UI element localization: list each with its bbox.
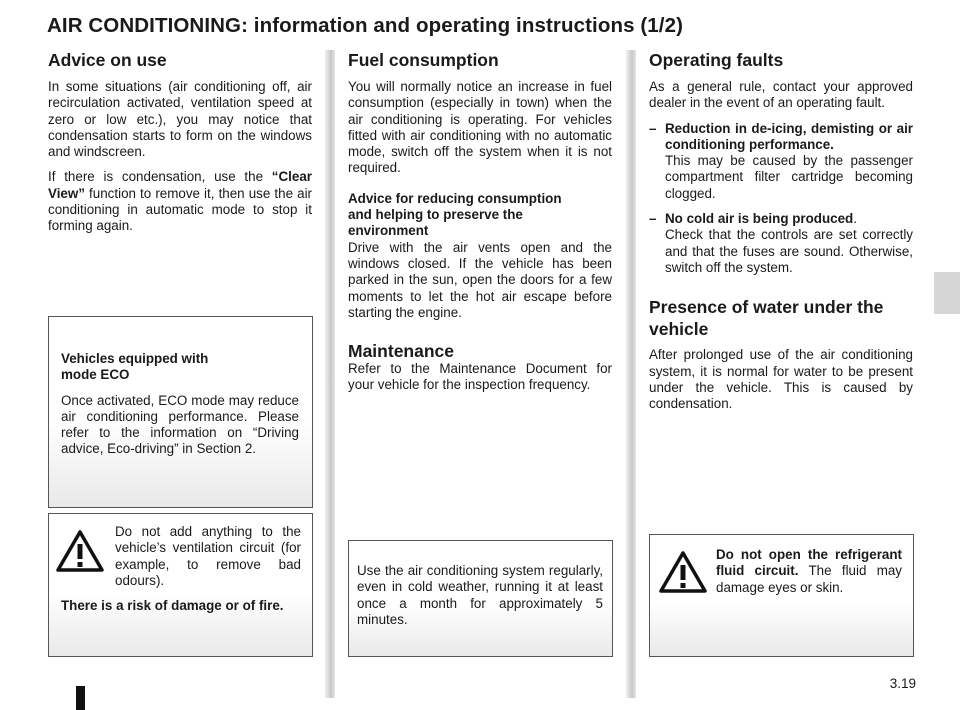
maintenance-text: Refer to the Maintenance Document for your vehicle for the inspection frequency. <box>348 361 612 393</box>
usage-box <box>348 540 613 657</box>
refrigerant-warning-box <box>649 534 914 657</box>
section-tab-marker <box>934 272 960 314</box>
advice-section <box>48 50 312 244</box>
water-heading: Presence of water under the vehicle <box>649 297 884 340</box>
clear-view-label: “Clear View” <box>48 169 312 201</box>
fault-2-text: Check that the controls are set correctly and that the fuses are sound. Otherwise, switch off the system. <box>665 227 913 275</box>
page-number: 3.19 <box>889 676 916 691</box>
fault-item-2: – No cold air is being produced. Check that the controls are set correctly and that the fuses are sound. Otherwise, switch off the system. <box>649 211 913 275</box>
faults-section <box>649 50 913 421</box>
fault-2-title: No cold air is being produced <box>665 211 854 227</box>
advice-heading: Advice on use <box>48 50 167 70</box>
warning-triangle-icon <box>55 528 105 574</box>
warning-triangle-icon <box>658 549 708 595</box>
vent-warning-box <box>48 513 313 657</box>
page-title: AIR CONDITIONING: information and operating instructions (1/2) <box>47 14 684 37</box>
advice-p2-start: If there is condensation, use the <box>48 169 272 185</box>
fuel-paragraph-1: You will normally notice an increase in fuel consumption (especially in town) when the air conditioning is operating. For vehicles fitted with air conditioning with no automatic mode, switch off the system when it is not required. <box>348 79 612 176</box>
refrigerant-warning-bold: Do not open the refrigerant fluid circuit. <box>716 547 902 579</box>
vent-warning-bold: There is a risk of damage or of fire. <box>61 598 284 613</box>
fuel-section <box>348 50 612 403</box>
maintenance-heading: Maintenance <box>348 341 454 362</box>
fuel-subheading-line3: environment <box>348 223 429 239</box>
eco-heading-line1: Vehicles equipped with <box>61 351 209 366</box>
eco-mode-box <box>48 316 313 508</box>
fault-item-1 <box>649 121 913 202</box>
usage-text: Use the air conditioning system regularly, even in cold weather, running it at least once a month for approximately 5 minutes. <box>357 563 603 627</box>
vent-warning-text: Do not add anything to the vehicle’s ventilation circuit (for example, to remove bad odours). <box>115 524 301 588</box>
fuel-subheading-line2: and helping to preserve the <box>348 207 523 223</box>
advice-paragraph-2 <box>48 169 312 234</box>
column-separator <box>626 50 636 698</box>
fuel-paragraph-2: Drive with the air vents open and the windows closed. If the vehicle has been parked in the sun, open the doors for a few moments to let the hot air escape before starting the engine. <box>348 239 612 320</box>
crop-mark <box>76 686 85 710</box>
eco-text: Once activated, ECO mode may reduce air conditioning performance. Please refer to the information on “Driving advice, Eco-driving” in Section 2. <box>61 392 299 457</box>
faults-heading: Operating faults <box>649 50 784 70</box>
faults-intro: As a general rule, contact your approved dealer in the event of an operating fault. <box>649 79 913 111</box>
advice-paragraph-1: In some situations (air conditioning off, air recirculation activated, ventilation speed at zero or low etc.), you may notice that condensation starts to form on the windows and windscreen. <box>48 79 312 160</box>
fault-dash: – <box>649 211 657 227</box>
fault-1-text: This may be caused by the passenger compartment filter cartridge becoming clogged. <box>665 153 913 201</box>
fuel-subheading-line1: Advice for reducing consumption <box>348 190 562 206</box>
advice-p2-end: function to remove it, then use the air conditioning in automatic mode to stop it forming again. <box>48 185 312 234</box>
water-text: After prolonged use of the air conditioning system, it is normal for water to be present under the vehicle. This is caused by condensation. <box>649 347 913 412</box>
fuel-heading: Fuel consumption <box>348 50 499 70</box>
column-separator <box>325 50 335 698</box>
eco-heading-line2: mode ECO <box>61 367 130 383</box>
fault-dash: – <box>649 120 657 136</box>
refrigerant-warning-rest: The fluid may damage eyes or skin. <box>716 563 902 595</box>
fault-1-title: Reduction in de-icing, demisting or air conditioning performance. <box>665 120 913 152</box>
refrigerant-warning-text <box>716 547 902 596</box>
